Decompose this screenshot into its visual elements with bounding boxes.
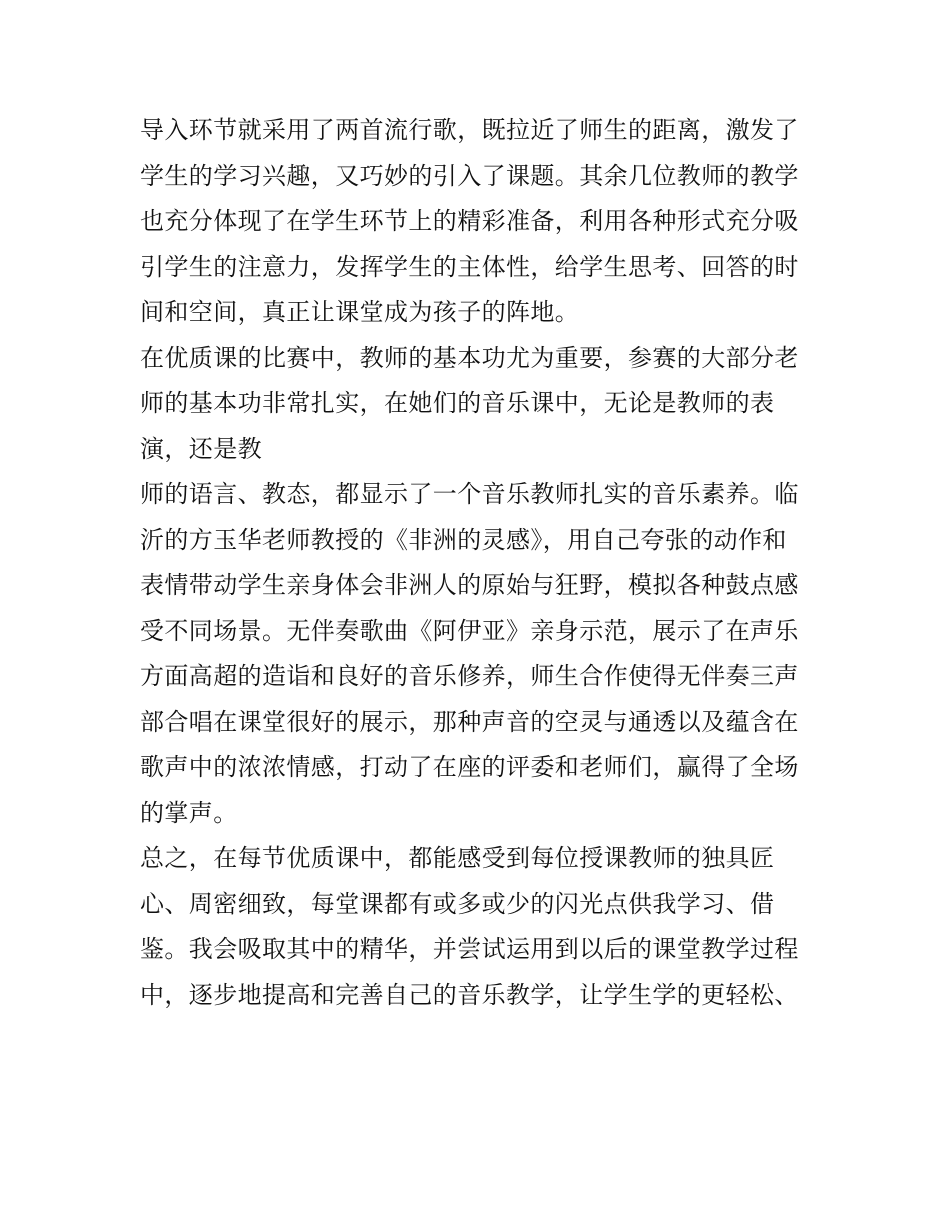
text-line-13: 方面高超的造诣和良好的音乐修养，师生合作使得无伴奏三声 — [140, 662, 799, 690]
text-line-1: 导入环节就采用了两首流行歌，既拉近了师生的距离，激发了 — [140, 116, 799, 144]
text-line-11: 表情带动学生亲身体会非洲人的原始与狂野，模拟各种鼓点感 — [140, 571, 799, 599]
body-text — [140, 108, 820, 1018]
text-line-14: 部合唱在课堂很好的展示，那种声音的空灵与通透以及蕴含在 — [140, 707, 799, 736]
text-line-18: 心、周密细致，每堂课都有或多或少的闪光点供我学习、借 — [140, 889, 775, 918]
text-line-6: 在优质课的比赛中，教师的基本功尤为重要，参赛的大部分老 — [140, 343, 799, 372]
text-line-2: 学生的学习兴趣，又巧妙的引入了课题。其余几位教师的教学 — [140, 161, 799, 190]
text-line-20: 中，逐步地提高和完善自己的音乐教学，让学生学的更轻松、 — [140, 980, 799, 1009]
text-line-10: 沂的方玉华老师教授的《非洲的灵感》，用自己夸张的动作和 — [140, 525, 787, 554]
text-line-12: 受不同场景。无伴奏歌曲《阿伊亚》亲身示范，展示了在声乐 — [140, 616, 799, 645]
text-line-17: 总之，在每节优质课中，都能感受到每位授课教师的独具匠 — [140, 844, 775, 872]
text-line-5: 间和空间，真正让课堂成为孩子的阵地。 — [140, 298, 580, 326]
text-line-15: 歌声中的浓浓情感，打动了在座的评委和老师们，赢得了全场 — [140, 753, 799, 781]
text-line-8: 演，还是教 — [140, 434, 262, 463]
text-line-19: 鉴。我会吸取其中的精华，并尝试运用到以后的课堂教学过程 — [140, 935, 799, 963]
text-line-9: 师的语言、教态，都显示了一个音乐教师扎实的音乐素养。临 — [140, 480, 799, 508]
text-line-3: 也充分体现了在学生环节上的精彩准备，利用各种形式充分吸 — [140, 207, 799, 235]
text-line-4: 引学生的注意力，发挥学生的主体性，给学生思考、回答的时 — [140, 252, 799, 281]
text-line-16: 的掌声。 — [140, 798, 238, 827]
text-line-7: 师的基本功非常扎实，在她们的音乐课中，无论是教师的表 — [140, 389, 775, 417]
